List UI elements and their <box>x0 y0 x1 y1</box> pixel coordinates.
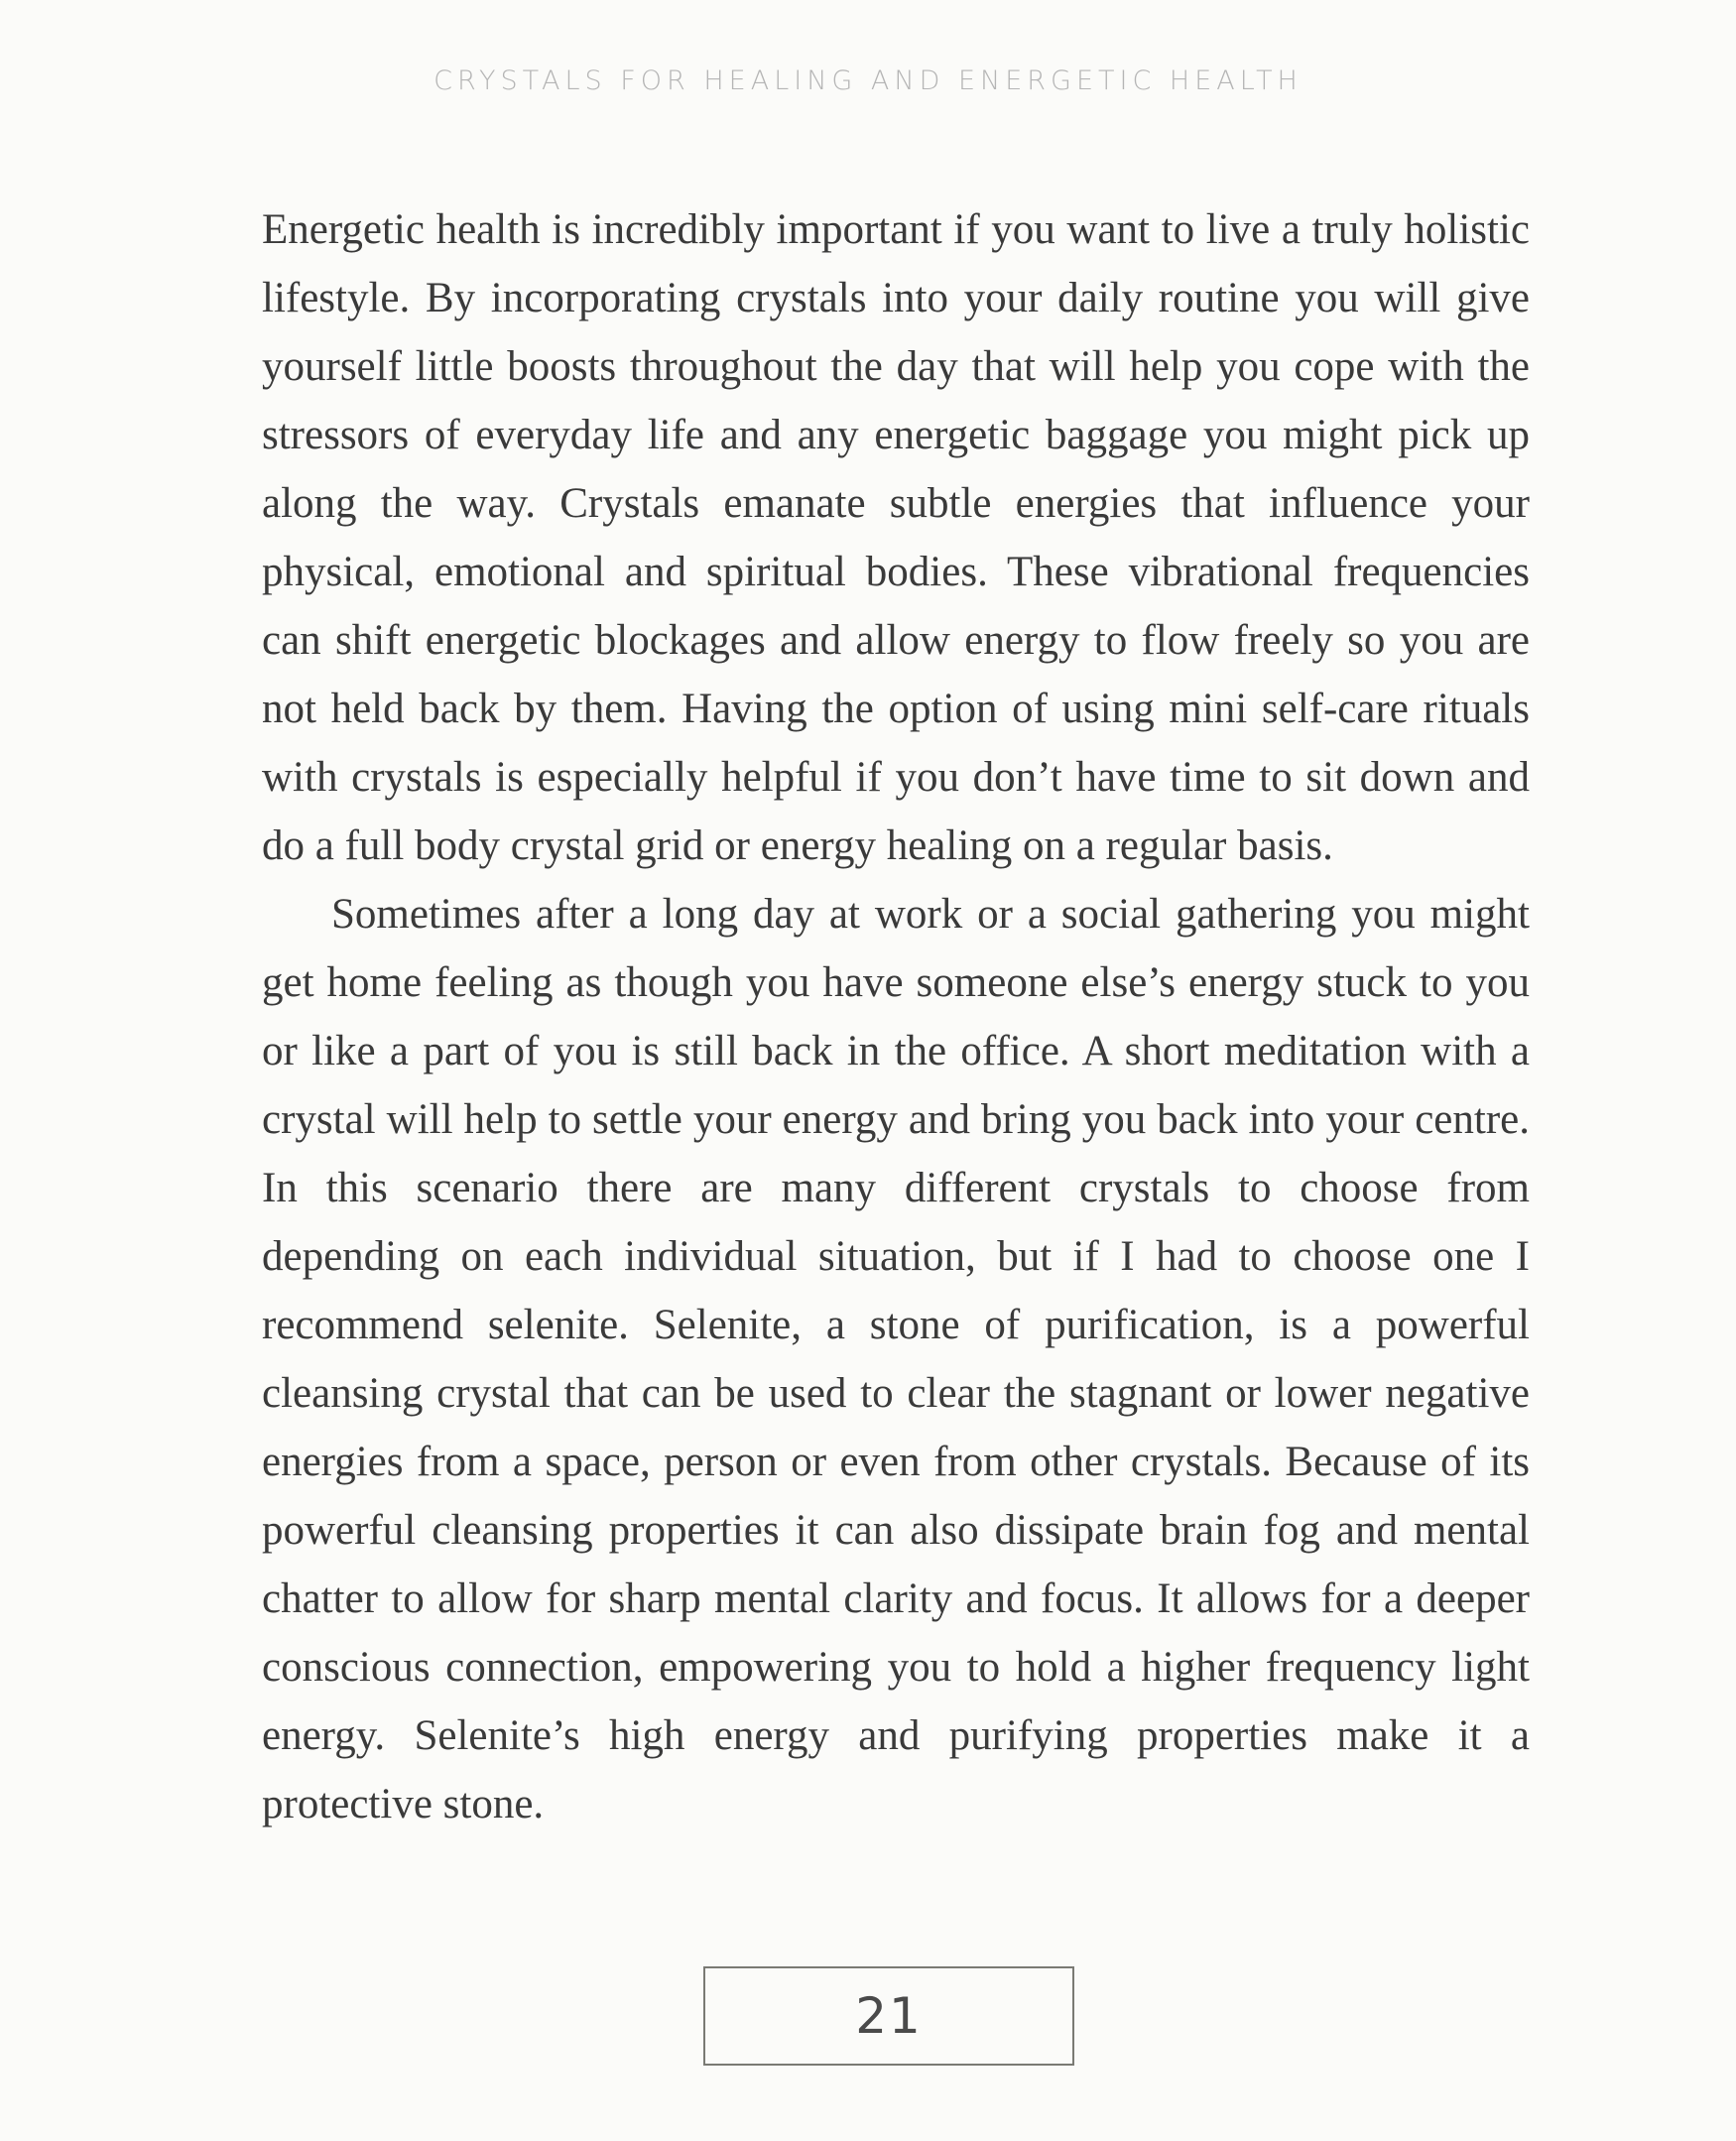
running-head: CRYSTALS FOR HEALING AND ENERGETIC HEALTH <box>434 65 1302 96</box>
page-number: 21 <box>855 1987 923 2045</box>
paragraph-1: Energetic health is incredibly important if you want to live a truly holistic lifestyle. By incorporating crystals into your daily routine you will give yourself little boosts throughout the day that will help you cope with the stressors of everyday life and any energetic baggage you might pick up along the way. Crystals emanate subtle energies that influence your physical, emotional and spiritual bodies. These vibrational frequencies can shift energetic blockages and allow energy to flow freely so you are not held back by them. Having the option of using mini self-care rituals with crystals is especially helpful if you don’t have time to sit down and do a full body crystal grid or energy healing on a regular basis. <box>262 206 1530 869</box>
page-number-box <box>703 1966 1074 2066</box>
paragraph-2: Sometimes after a long day at work or a social gathering you might get home feeling as though you have someone else’s energy stuck to you or like a part of you is still back in the office. A short meditation with a crystal will help to settle your energy and bring you back into your centre. In this scenario there are many different crystals to choose from depending on each individual situation, but if I had to choose one I recommend selenite. Selenite, a stone of purification, is a powerful cleansing crystal that can be used to clear the stagnant or lower negative energies from a space, person or even from other crystals. Because of its powerful cleansing properties it can also dissipate brain fog and mental chatter to allow for sharp mental clarity and focus. It allows for a deeper conscious connection, empowering you to hold a higher frequency light energy. Selenite’s high energy and purifying properties make it a protective stone. <box>262 891 1530 1827</box>
body-text <box>262 195 1530 1838</box>
